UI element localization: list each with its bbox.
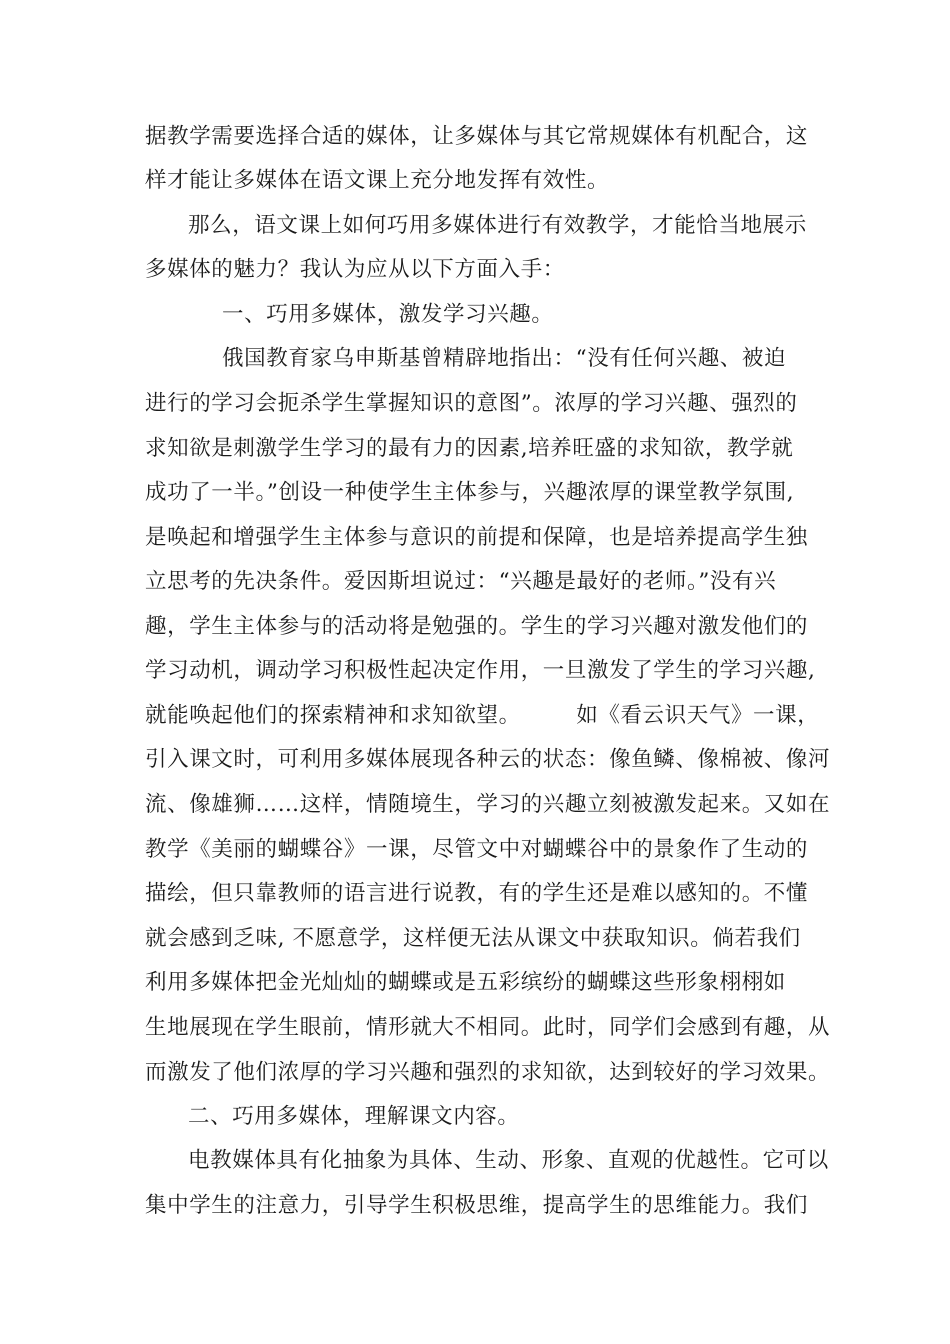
text-line: 求知欲是刺激学生学习的最有力的因素,培养旺盛的求知欲，教学就 (145, 436, 794, 461)
text-line: 就会感到乏味, 不愿意学，这样便无法从课文中获取知识。倘若我们 (145, 926, 801, 951)
text-line: 立思考的先决条件。爱因斯坦说过：“兴趣是最好的老师。”没有兴 (145, 569, 777, 594)
text-line: 据教学需要选择合适的媒体，让多媒体与其它常规媒体有机配合，这 (145, 124, 809, 149)
text-line: 那么，语文课上如何巧用多媒体进行有效教学，才能恰当地展示 (188, 213, 807, 238)
text-line: 教学《美丽的蝴蝶谷》一课，尽管文中对蝴蝶谷中的景象作了生动的 (145, 837, 809, 862)
text-line: 学习动机，调动学习积极性起决定作用，一旦激发了学生的学习兴趣, (145, 658, 816, 683)
text-line: 描绘，但只靠教师的语言进行说教，有的学生还是难以感知的。不懂 (145, 881, 809, 906)
text-line: 利用多媒体把金光灿灿的蝴蝶或是五彩缤纷的蝴蝶这些形象栩栩如 (145, 970, 786, 995)
text-line: 流、像雄狮……这样，情随境生，学习的兴趣立刻被激发起来。又如在 (145, 792, 831, 817)
section-heading: 二、巧用多媒体，理解课文内容。 (188, 1104, 520, 1129)
text-line: 样才能让多媒体在语文课上充分地发挥有效性。 (145, 168, 610, 193)
text-line: 进行的学习会扼杀学生掌握知识的意图”。浓厚的学习兴趣、强烈的 (145, 391, 798, 416)
text-line: 生地展现在学生眼前，情形就大不相同。此时，同学们会感到有趣，从 (145, 1015, 831, 1040)
text-line: 趣，学生主体参与的活动将是勉强的。学生的学习兴趣对激发他们的 (145, 614, 809, 639)
text-line: 俄国教育家乌申斯基曾精辟地指出：“没有任何兴趣、被迫 (222, 346, 787, 371)
text-line: 集中学生的注意力，引导学生积极思维，提高学生的思维能力。我们 (145, 1193, 809, 1218)
text-line: 多媒体的魅力？我认为应从以下方面入手： (145, 257, 565, 282)
text-line: 成功了一半。”创设一种使学生主体参与，兴趣浓厚的课堂教学氛围, (145, 480, 795, 505)
text-line: 而激发了他们浓厚的学习兴趣和强烈的求知欲，达到较好的学习效果。 (145, 1060, 831, 1085)
section-heading: 一、巧用多媒体，激发学习兴趣。 (222, 302, 554, 327)
text-line: 引入课文时，可利用多媒体展现各种云的状态：像鱼鳞、像棉被、像河 (145, 747, 831, 772)
text-line: 电教媒体具有化抽象为具体、生动、形象、直观的优越性。它可以 (188, 1148, 829, 1173)
text-line: 是唤起和增强学生主体参与意识的前提和保障，也是培养提高学生独 (145, 525, 809, 550)
text-line: 就能唤起他们的探索精神和求知欲望。 如《看云识天气》一课， (145, 703, 820, 728)
